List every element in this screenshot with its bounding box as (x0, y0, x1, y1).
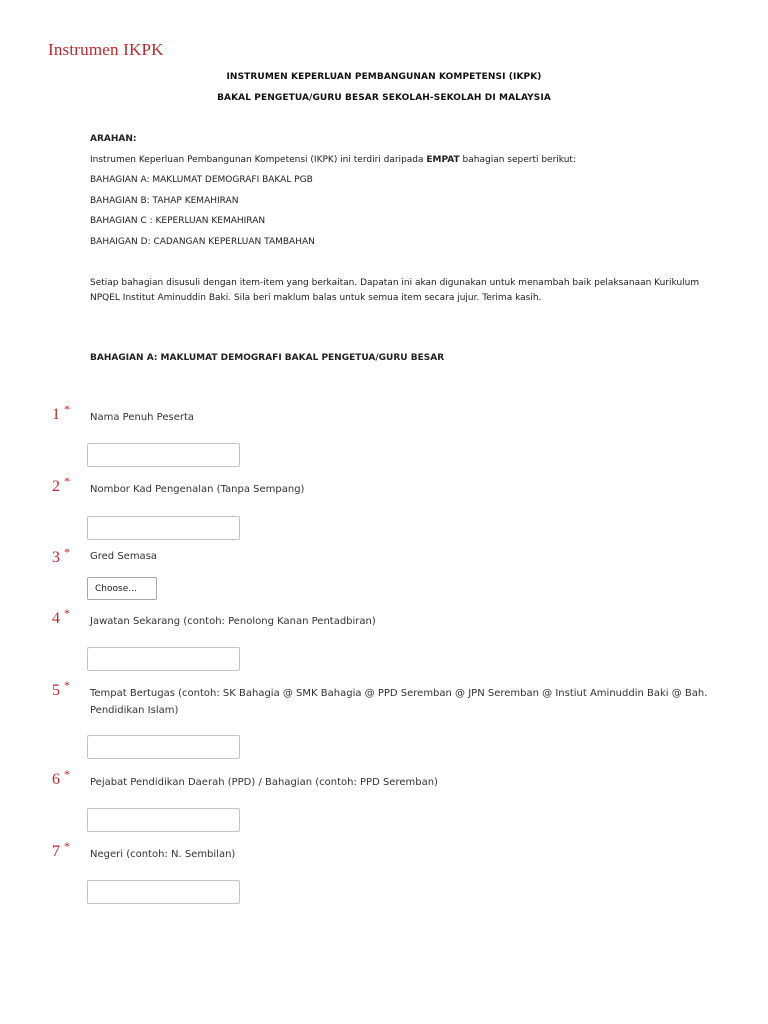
question-number (52, 402, 70, 424)
form-title-line1: INSTRUMEN KEPERLUAN PEMBANGUNAN KOMPETENSI (IKPK) (226, 72, 542, 82)
question-label: Pejabat Pendidikan Daerah (PPD) / Bahagian (contoh: PPD Seremban) (90, 777, 438, 788)
question-number (52, 678, 70, 700)
part-item: BAHAGIAN C : KEPERLUAN KEMAHIRAN (90, 216, 266, 226)
state-field[interactable] (87, 880, 240, 904)
question-label: Nama Penuh Peserta (90, 412, 195, 423)
required-asterisk: * (64, 474, 70, 488)
current-position-field[interactable] (87, 647, 240, 671)
part-item: BAHAGIAN B: TAHAP KEMAHIRAN (90, 196, 239, 206)
question-number (52, 606, 70, 628)
question-number (52, 767, 70, 789)
question-number-text: 3 (52, 549, 60, 566)
required-asterisk: * (64, 606, 70, 620)
required-asterisk: * (64, 545, 70, 559)
question-number-text: 5 (52, 682, 60, 699)
page-title: Instrumen IKPK (48, 40, 164, 59)
grade-select[interactable]: Choose... (87, 577, 157, 600)
question-number (52, 545, 70, 567)
form-title-line2: BAKAL PENGETUA/GURU BESAR SEKOLAH-SEKOLAH DI MALAYSIA (217, 93, 551, 103)
question-label: Gred Semasa (90, 551, 158, 562)
question-label: Jawatan Sekarang (contoh: Penolong Kanan Pentadbiran) (90, 616, 376, 627)
district-office-field[interactable] (87, 808, 240, 832)
full-name-field[interactable] (87, 443, 240, 467)
ic-number-field[interactable] (87, 516, 240, 540)
intro-text: Instrumen Keperluan Pembangunan Kompetensi (IKPK) ini terdiri daripada (90, 155, 427, 165)
part-item: BAHAIGAN D: CADANGAN KEPERLUAN TAMBAHAN (90, 237, 315, 247)
question-number (52, 474, 70, 496)
intro-text-end: bahagian seperti berikut: (459, 155, 576, 165)
question-label: Tempat Bertugas (contoh: SK Bahagia @ SMK Bahagia @ PPD Seremban @ JPN Seremban @ Instiut Aminuddin Baki @ Bah. (90, 688, 708, 699)
required-asterisk: * (64, 402, 70, 416)
question-label-line2: Pendidikan Islam) (90, 705, 179, 716)
instructions-note-line2: NPQEL Institut Aminuddin Baki. Sila beri maklum balas untuk semua item secara jujur. Terima kasih. (90, 293, 542, 303)
intro-emphasis: EMPAT (426, 155, 460, 165)
question-number (52, 839, 70, 861)
question-number-text: 7 (52, 843, 60, 860)
question-number-text: 2 (52, 478, 60, 495)
question-label: Negeri (contoh: N. Sembilan) (90, 849, 236, 860)
section-a-title: BAHAGIAN A: MAKLUMAT DEMOGRAFI BAKAL PENGETUA/GURU BESAR (90, 353, 445, 363)
question-number-text: 1 (52, 406, 60, 423)
question-number-text: 4 (52, 610, 60, 627)
required-asterisk: * (64, 767, 70, 781)
part-item: BAHAGIAN A: MAKLUMAT DEMOGRAFI BAKAL PGB (90, 175, 313, 185)
instructions-note-line1: Setiap bahagian disusuli dengan item-item yang berkaitan. Dapatan ini akan digunakan untuk menambah baik pelaksanaan Kurikulum (90, 278, 700, 288)
required-asterisk: * (64, 678, 70, 692)
instructions-intro (90, 154, 576, 166)
required-asterisk: * (64, 839, 70, 853)
question-label: Nombor Kad Pengenalan (Tanpa Sempang) (90, 484, 305, 495)
question-number-text: 6 (52, 771, 60, 788)
instructions-heading: ARAHAN: (90, 134, 137, 144)
workplace-field[interactable] (87, 735, 240, 759)
